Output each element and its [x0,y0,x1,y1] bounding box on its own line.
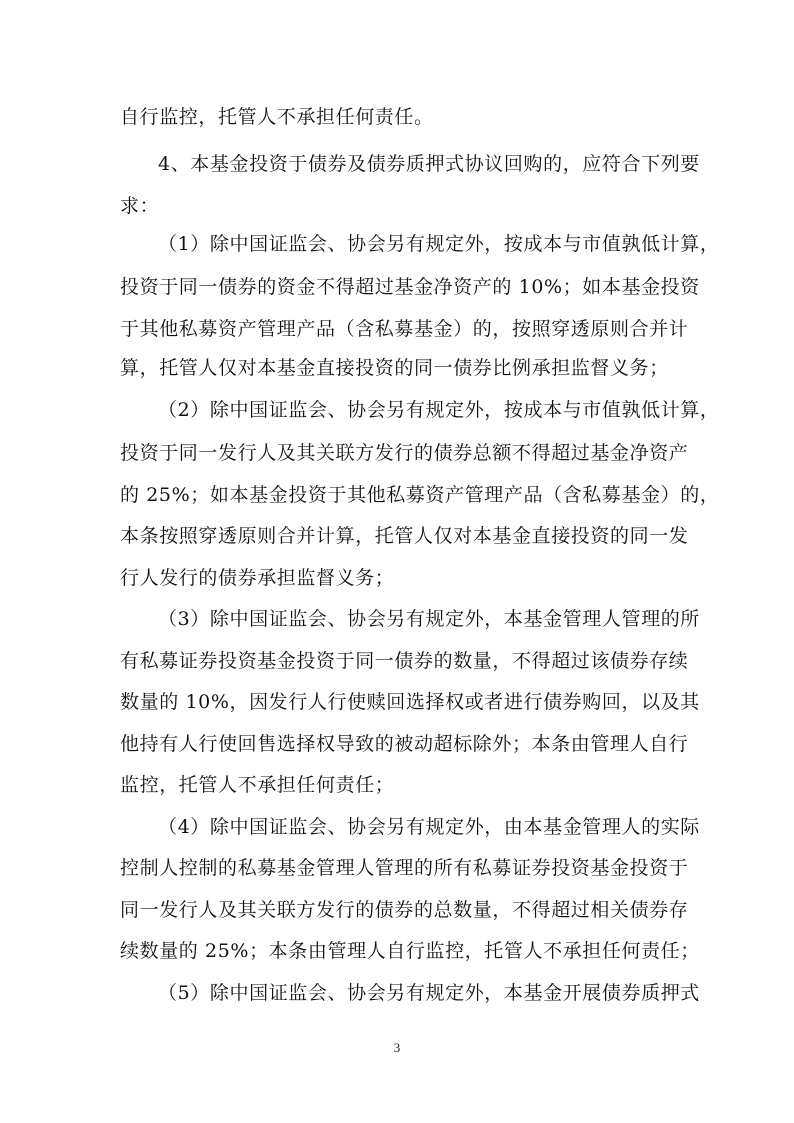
text-line: 续数量的 25%；本条由管理人自行监控，托管人不承担任何责任； [120,940,700,962]
text-line: 于其他私募资产管理产品（含私募基金）的，按照穿透原则合并计 [120,318,689,340]
text-line: 有私募证券投资基金投资于同一债券的数量，不得超过该债券存续 [120,650,689,672]
text-line: 同一发行人及其关联方发行的债券的总数量，不得超过相关债券存 [120,899,689,921]
text-line: 监控，托管人不承担任何责任； [120,774,395,796]
text-line: （5）除中国证监会、协会另有规定外，本基金开展债券质押式 [158,982,700,1004]
text-line: （1）除中国证监会、协会另有规定外，按成本与市值孰低计算， [158,233,720,255]
text-line: 本条按照穿透原则合并计算，托管人仅对本基金直接投资的同一发 [120,525,689,547]
text-line: 算，托管人仅对本基金直接投资的同一债券比例承担监督义务； [120,357,669,379]
text-line: 投资于同一发行人及其关联方发行的债券总额不得超过基金净资产 [120,442,689,464]
text-line: 行人发行的债券承担监督义务； [120,567,395,589]
text-line: 自行监控，托管人不承担任何责任。 [120,106,434,128]
text-line: 他持有人行使回售选择权导致的被动超标除外；本条由管理人自行 [120,733,689,755]
text-line: （4）除中国证监会、协会另有规定外，由本基金管理人的实际 [158,816,700,838]
text-line: （3）除中国证监会、协会另有规定外，本基金管理人管理的所 [158,608,700,630]
text-line: 数量的 10%，因发行人行使赎回选择权或者进行债券购回，以及其 [120,691,700,713]
text-line: 的 25%；如本基金投资于其他私募资产管理产品（含私募基金）的， [120,484,720,506]
text-line: 投资于同一债券的资金不得超过基金净资产的 10%；如本基金投资 [120,276,700,298]
text-line: 控制人控制的私募基金管理人管理的所有私募证券投资基金投资于 [120,857,689,879]
text-line: 求： [120,195,160,217]
text-line: （2）除中国证监会、协会另有规定外，按成本与市值孰低计算， [158,399,720,421]
text-line: 4、本基金投资于债券及债券质押式协议回购的，应符合下列要 [158,153,700,175]
page-number: 3 [393,1040,401,1055]
